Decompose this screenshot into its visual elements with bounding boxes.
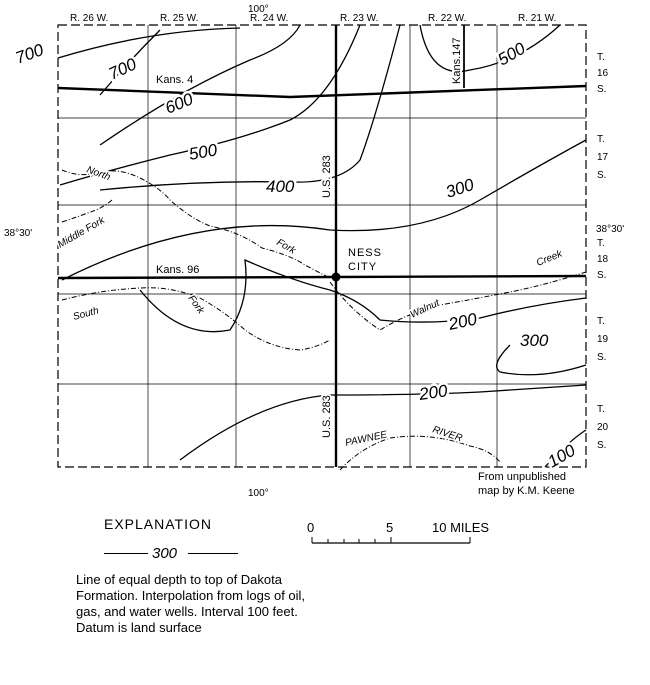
contour-label: 600 (162, 89, 196, 118)
latitude-label-east: 38°30' (596, 224, 625, 235)
range-label: R. 26 W. (70, 13, 109, 24)
city-label-line2: CITY (348, 261, 378, 273)
range-label: R. 24 W. (250, 13, 289, 24)
river-label: Walnut (408, 297, 442, 321)
city-label-line1: NESS (348, 247, 382, 259)
township-number: 18 (597, 254, 609, 265)
legend-title: EXPLANATION (104, 516, 212, 532)
legend-description: Line of equal depth to top of Dakota Formation. Interpolation from logs of oil, gas, and water wells. Interval 100 feet. Datum is land surface (76, 572, 306, 635)
township-t: T. (597, 134, 605, 145)
road-label-kans4: Kans. 4 (156, 74, 194, 86)
township-number: 16 (597, 68, 609, 79)
township-s: S. (597, 270, 607, 281)
contour-label: 500 (187, 140, 219, 164)
contour-400 (100, 25, 400, 190)
contour-label: 100 (544, 440, 579, 472)
township-s: S. (597, 352, 607, 363)
township-s: S. (597, 84, 607, 95)
contour-label: 200 (417, 381, 449, 404)
contour-label: 300 (520, 331, 549, 350)
legend-line-value: 300 (152, 545, 178, 562)
contour-200-lower (180, 385, 586, 460)
meridian-label-top: 100° (248, 4, 269, 15)
road-label-us283-south: U.S. 283 (321, 395, 333, 438)
township-t: T. (597, 316, 605, 327)
river-label: Middle Fork (56, 214, 107, 251)
river-label: Fork (185, 293, 207, 317)
kans96-road (58, 276, 586, 278)
township-t: T. (597, 238, 605, 249)
contour-label: 200 (446, 309, 479, 334)
township-s: S. (597, 440, 607, 451)
river-label: Creek (535, 248, 564, 269)
source-note (478, 470, 638, 498)
range-label: R. 23 W. (340, 13, 379, 24)
latitude-label-west: 38°30' (4, 228, 33, 239)
source-line: map by K.M. Keene (478, 485, 575, 497)
contour-500-ne (420, 25, 560, 72)
scale-tick-label: 0 (307, 520, 315, 535)
contour-label: 500 (494, 38, 529, 70)
river-label: Fork (274, 237, 298, 257)
ness-city-marker (332, 273, 341, 282)
legend-contour-sample (104, 545, 238, 561)
range-label: R. 25 W. (160, 13, 199, 24)
scale-tick-label: 5 (386, 520, 394, 535)
kans4-road (58, 86, 586, 97)
contour-700-a (58, 28, 240, 58)
road-label-us283-north: U.S. 283 (321, 155, 333, 198)
contour-500 (60, 25, 360, 185)
river-label: South (71, 305, 101, 323)
contour-label: 700 (12, 40, 47, 68)
legend-line-right (188, 553, 238, 554)
contour-label: 700 (105, 54, 140, 84)
township-t: T. (597, 52, 605, 63)
river-label: RIVER (431, 424, 464, 445)
source-line: From unpublished (478, 471, 567, 483)
range-label: R. 21 W. (518, 13, 557, 24)
contour-label: 300 (443, 174, 477, 202)
road-label-kans147: Kans.147 (451, 37, 463, 84)
township-number: 17 (597, 152, 609, 163)
contour-label: 400 (266, 177, 295, 196)
road-label-kans96: Kans. 96 (156, 264, 200, 276)
township-s: S. (597, 170, 607, 181)
middle-fork-river (62, 200, 112, 222)
meridian-label-bottom: 100° (248, 488, 269, 499)
scale-tick-label: 10 MILES (432, 520, 490, 535)
township-number: 19 (597, 334, 609, 345)
scale-bar (307, 520, 489, 543)
river-label: PAWNEE (344, 429, 389, 449)
township-number: 20 (597, 422, 609, 433)
township-t: T. (597, 404, 605, 415)
range-label: R. 22 W. (428, 13, 467, 24)
river-label: North (84, 164, 112, 184)
legend-line-left (104, 553, 148, 554)
